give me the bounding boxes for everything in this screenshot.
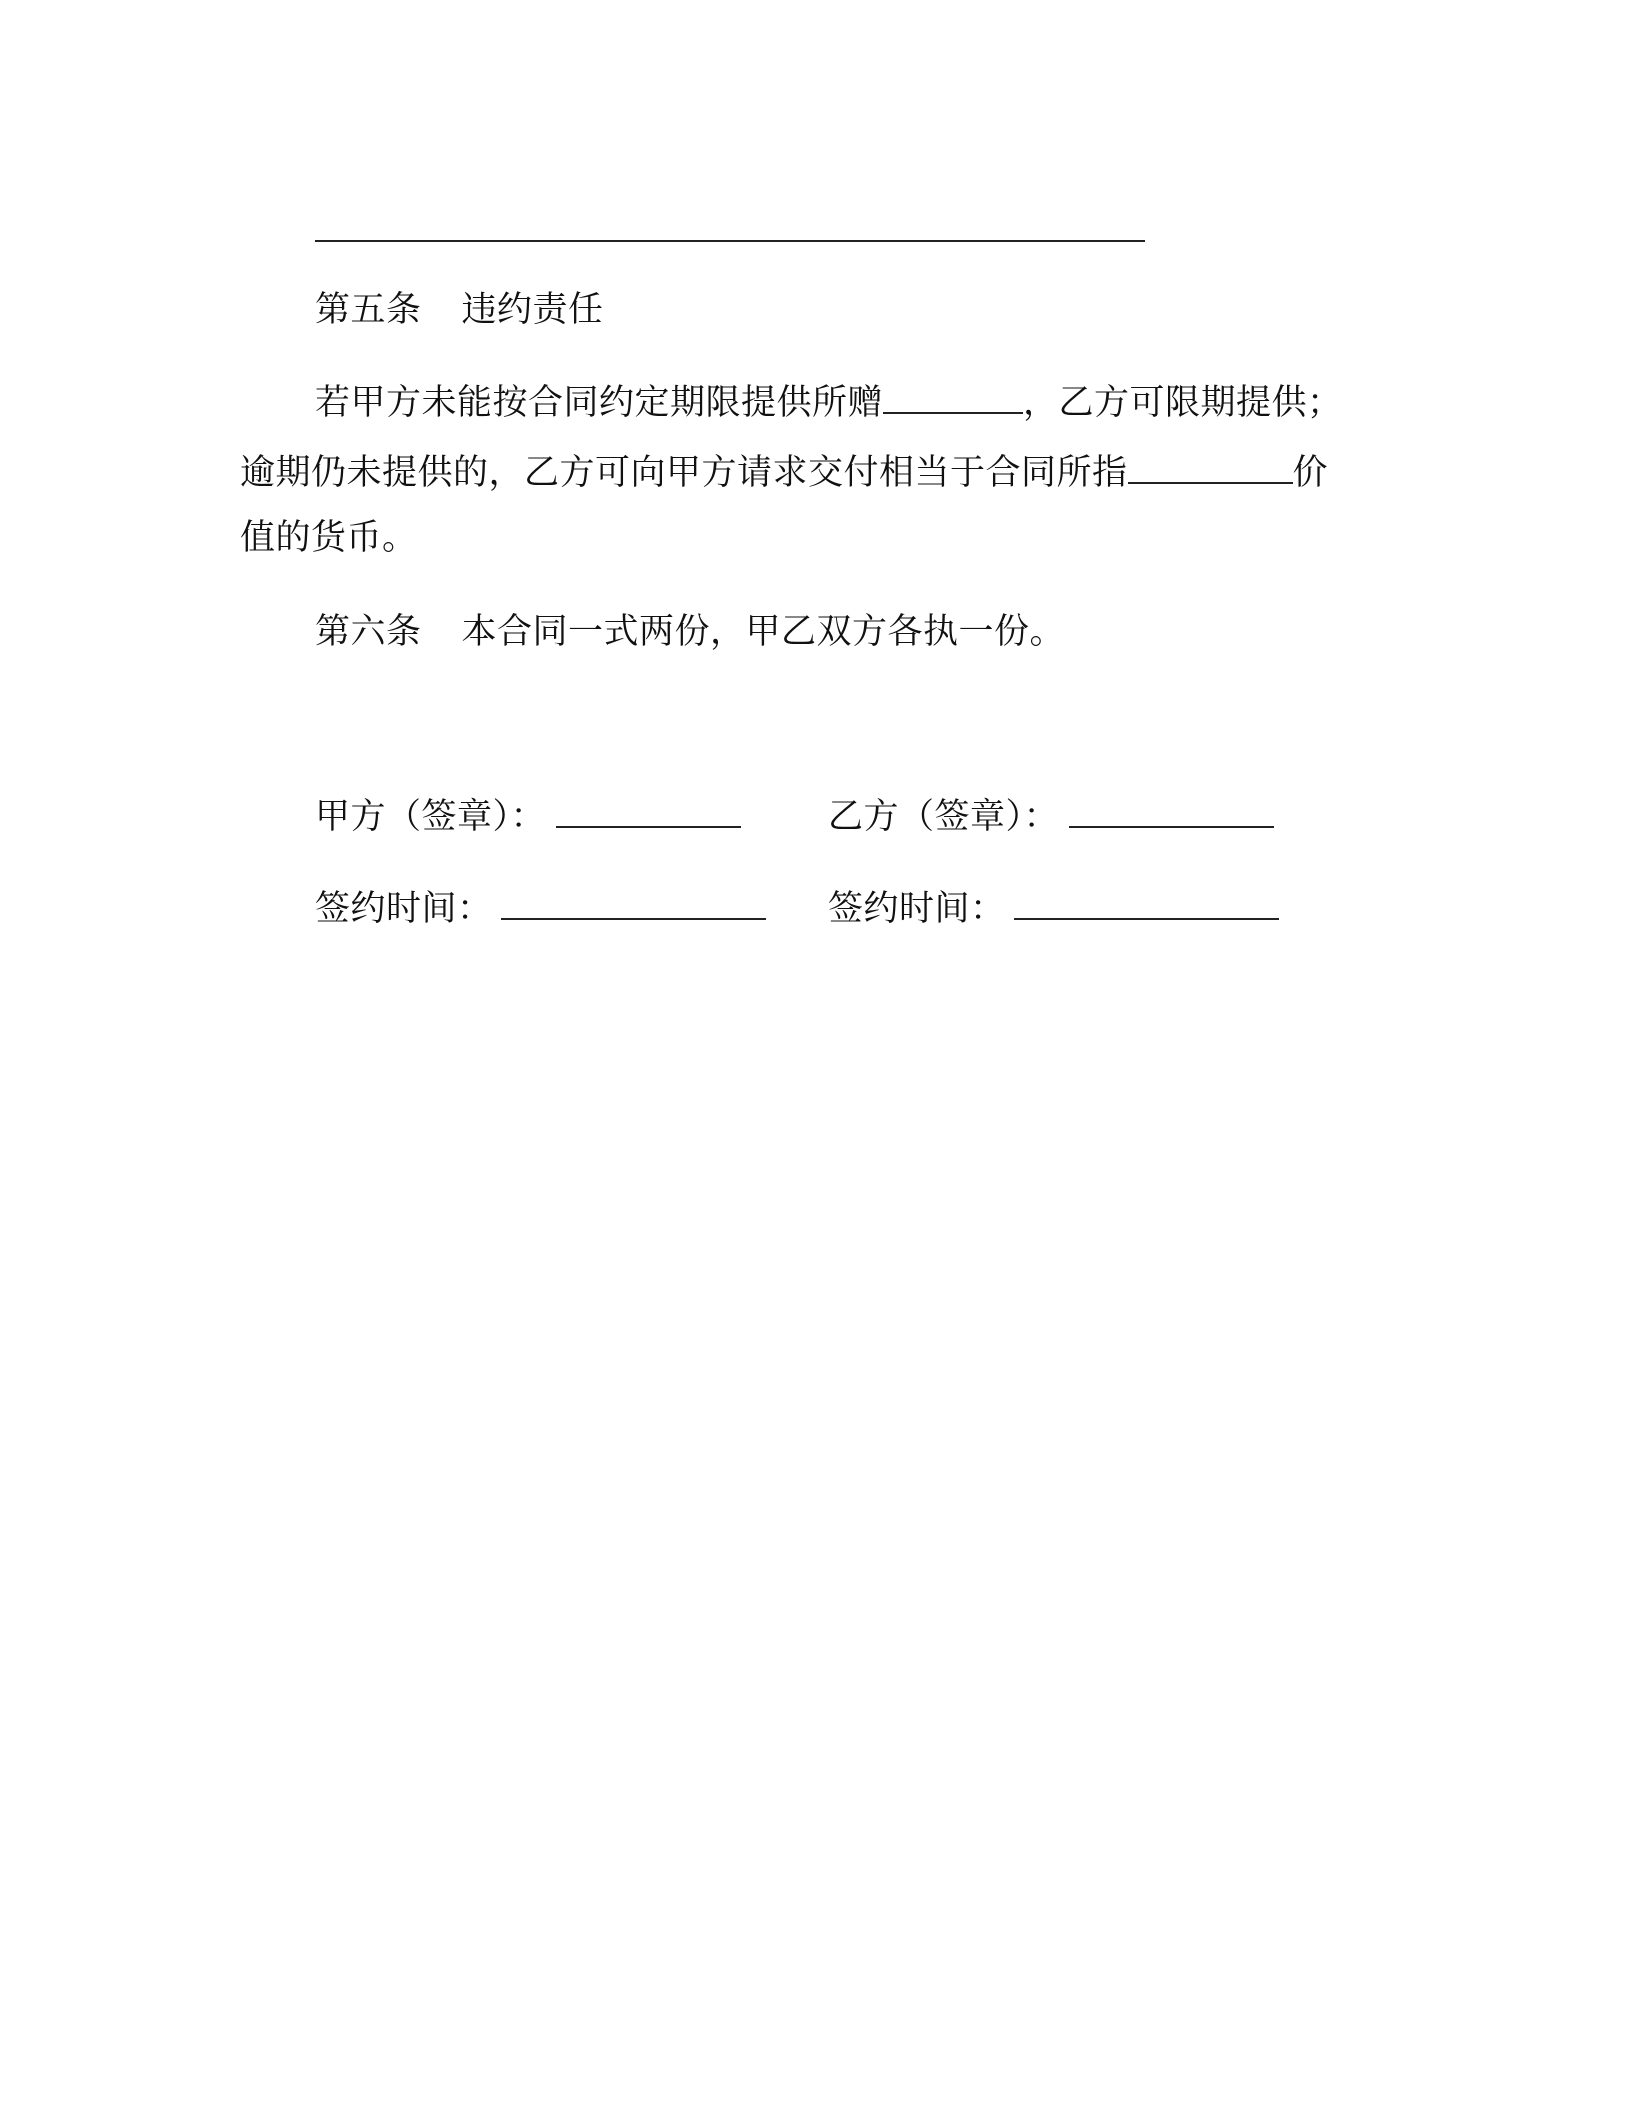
- party-a-signature: [315, 792, 741, 842]
- article-5-number: 第五条: [315, 290, 422, 330]
- party-b-date-blank: [1014, 884, 1279, 920]
- contract-item-blank: [1128, 448, 1293, 484]
- article-5-line-3: [240, 513, 418, 563]
- article-5-text-2b: 价: [1292, 453, 1329, 493]
- party-a-date-blank: [501, 884, 766, 920]
- article-6-number: 第六条: [315, 612, 422, 652]
- party-a-date: [315, 884, 766, 934]
- party-b-date-label: 签约时间：: [828, 889, 1006, 929]
- article-5-text-1a: 若甲方未能按合同约定期限提供所赠: [315, 383, 884, 423]
- article-6-text: 本合同一式两份，甲乙双方各执一份。: [461, 612, 1066, 652]
- continuation-blank-line: [315, 240, 1145, 242]
- party-b-date: [828, 884, 1279, 934]
- party-b-label: 乙方（签章）：: [828, 797, 1060, 837]
- party-b-signature-blank: [1069, 792, 1274, 828]
- party-a-signature-blank: [556, 792, 741, 828]
- article-5-text-3: 值的货币。: [240, 518, 418, 558]
- party-a-date-label: 签约时间：: [315, 889, 493, 929]
- party-b-signature: [828, 792, 1274, 842]
- article-5-text-2a: 逾期仍未提供的，乙方可向甲方请求交付相当于合同所指: [240, 453, 1128, 493]
- article-5-heading: [315, 285, 604, 335]
- article-5-line-1: [315, 378, 1343, 428]
- article-6: [315, 607, 1065, 657]
- party-a-label: 甲方（签章）：: [315, 797, 547, 837]
- article-5-text-1b: ，乙方可限期提供；: [1023, 383, 1343, 423]
- article-5-line-2: [240, 448, 1328, 498]
- article-5-title: 违约责任: [461, 290, 604, 330]
- gift-item-blank: [883, 378, 1023, 414]
